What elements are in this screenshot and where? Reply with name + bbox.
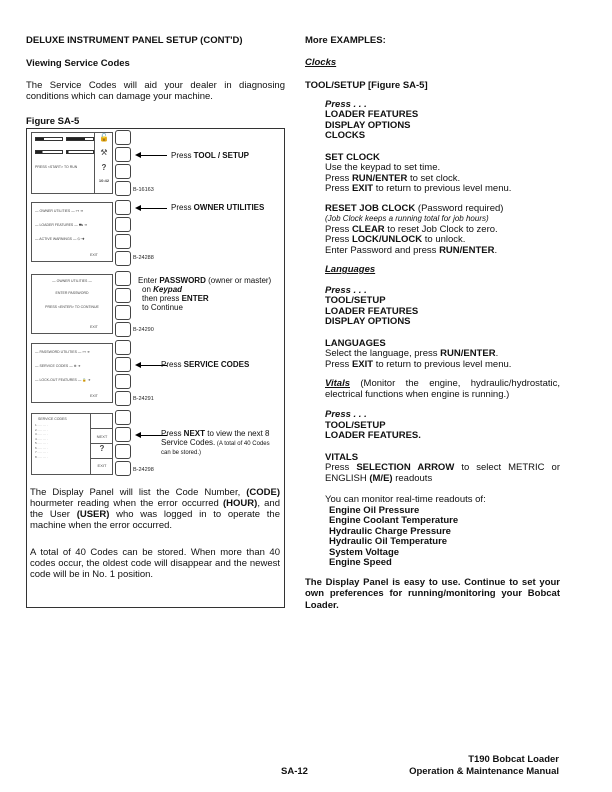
text: SELECTION ARROW bbox=[356, 462, 455, 473]
text: (USER) bbox=[76, 509, 110, 520]
text: (owner or master) bbox=[205, 276, 272, 285]
text: NEXT bbox=[91, 429, 113, 444]
tool-setup-button[interactable] bbox=[115, 147, 131, 162]
text: Select the language, press bbox=[325, 348, 441, 359]
text: (A total of 40 Codes bbox=[215, 441, 270, 447]
text: VITALS bbox=[325, 451, 359, 463]
gauge-bar bbox=[66, 150, 94, 154]
gauge-bar bbox=[35, 137, 63, 141]
hammer-icon: ⚒ bbox=[100, 148, 108, 157]
caption bbox=[161, 429, 286, 458]
owner-utilities-button[interactable] bbox=[115, 200, 131, 215]
text: . bbox=[495, 348, 499, 359]
element bbox=[325, 379, 560, 400]
figure-ref: B-24288 bbox=[133, 255, 154, 261]
text: Use the keypad to set time. bbox=[325, 162, 441, 173]
element bbox=[90, 414, 113, 474]
element bbox=[325, 184, 560, 195]
figure-sa-5 bbox=[26, 128, 285, 608]
text: EXIT bbox=[90, 394, 98, 398]
element bbox=[138, 285, 271, 294]
text: DISPLAY OPTIONS bbox=[325, 316, 411, 327]
owner-utilities-menu bbox=[31, 343, 113, 403]
right-column bbox=[305, 35, 560, 611]
text: Press . . . bbox=[325, 409, 367, 420]
closing-paragraph: The Display Panel is easy to use. Continue to set your own preferences for running/monitoring your Bobcat Loader. bbox=[305, 576, 560, 611]
text: ACTIVE WARNINGS bbox=[39, 237, 73, 241]
text: Press bbox=[171, 203, 194, 212]
caption bbox=[161, 360, 249, 369]
text: Engine Oil Pressure bbox=[329, 504, 420, 516]
text: LOADER FEATURES bbox=[39, 223, 74, 227]
text: SERVICE CODES bbox=[38, 417, 67, 421]
press-start-text: PRESS <START> TO RUN bbox=[35, 165, 78, 169]
element bbox=[305, 100, 560, 569]
intro-paragraph: The Service Codes will aid your dealer in diagnosing conditions which can damage your machine. bbox=[26, 80, 285, 102]
element bbox=[325, 360, 560, 371]
element bbox=[325, 463, 560, 484]
exit-button[interactable] bbox=[115, 461, 131, 476]
icon-column bbox=[94, 133, 113, 193]
footer-manual: Operation & Maintenance Manual bbox=[409, 766, 559, 777]
text: LOCK-OUT FEATURES bbox=[39, 378, 77, 382]
text: Service Codes. bbox=[161, 438, 216, 447]
panel-button[interactable] bbox=[115, 374, 131, 389]
arrow-icon bbox=[139, 155, 167, 156]
text: (HOUR) bbox=[223, 498, 258, 509]
gauge-bar bbox=[35, 150, 63, 154]
examples-title: More EXAMPLES: bbox=[305, 35, 386, 46]
text: readouts bbox=[392, 472, 433, 484]
text: Engine Coolant Temperature bbox=[329, 515, 459, 526]
panel-button[interactable] bbox=[115, 234, 131, 249]
readouts-list bbox=[325, 506, 560, 569]
text: Press bbox=[325, 234, 352, 245]
lock-icon: 🔓 bbox=[99, 133, 109, 142]
text: NEXT bbox=[183, 429, 206, 438]
text: LANGUAGES bbox=[325, 337, 386, 349]
element bbox=[325, 246, 560, 257]
text: The Display Panel will list the Code Number, bbox=[30, 487, 247, 498]
text: LOCK/UNLOCK bbox=[351, 234, 423, 245]
text: System Voltage bbox=[329, 546, 400, 558]
element bbox=[138, 276, 271, 285]
text: (Password required) bbox=[415, 202, 504, 214]
text: to return to previous level menu. bbox=[373, 358, 512, 370]
text: OWNER UTILITIES bbox=[39, 209, 71, 213]
text: Hydraulic Oil Temperature bbox=[329, 536, 448, 547]
text: to view the next 8 bbox=[205, 429, 270, 438]
element: — LOCK-OUT FEATURES — 🔒 ➜ bbox=[35, 378, 91, 382]
text: ENTER PASSWORD bbox=[55, 291, 89, 295]
element bbox=[161, 429, 286, 438]
code-storage-paragraph: A total of 40 Codes can be stored. When more than 40 codes occur, the oldest code will disappear and the newest code will be in No. 1 position. bbox=[30, 547, 280, 580]
text: hourmeter reading when the error occurred bbox=[30, 498, 224, 509]
vitals-heading: Vitals bbox=[325, 378, 350, 389]
subsection-title: Viewing Service Codes bbox=[26, 58, 130, 69]
text: Hydraulic Charge Pressure bbox=[329, 525, 451, 537]
exit-button[interactable] bbox=[115, 391, 131, 406]
element: — OWNER UTILITIES — ⊶ ➜ bbox=[35, 209, 84, 213]
panel-button[interactable] bbox=[115, 271, 131, 286]
text: to reset Job Clock to zero. bbox=[384, 223, 498, 235]
caption bbox=[138, 276, 271, 312]
element: — LOADER FEATURES — ⛟ ➜ bbox=[35, 223, 88, 227]
text: PASSWORD bbox=[159, 276, 206, 285]
section-title: DELUXE INSTRUMENT PANEL SETUP (CONT'D) bbox=[26, 35, 243, 46]
text: LOADER FEATURES bbox=[325, 305, 419, 317]
text: PASSWORD UTILITIES bbox=[39, 350, 77, 354]
figure-label: Figure SA-5 bbox=[26, 116, 80, 127]
next-button[interactable] bbox=[115, 427, 131, 442]
element bbox=[161, 438, 286, 449]
text: to set clock. bbox=[407, 172, 461, 184]
text: on bbox=[142, 285, 154, 294]
page-number: SA-12 bbox=[281, 766, 308, 777]
footer-model: T190 Bobcat Loader bbox=[468, 754, 559, 765]
text: OWNER UTILITIES bbox=[193, 203, 265, 212]
gauge-bar bbox=[66, 137, 94, 141]
text: DISPLAY OPTIONS bbox=[325, 119, 411, 131]
element bbox=[325, 204, 560, 215]
help-icon: ? bbox=[91, 444, 113, 459]
text: RESET JOB CLOCK bbox=[325, 202, 416, 214]
service-codes-button[interactable] bbox=[115, 357, 131, 372]
text: (CODE) bbox=[246, 487, 280, 498]
text: EXIT bbox=[90, 325, 98, 329]
text: You can monitor real-time readouts of: bbox=[325, 494, 486, 505]
text: . bbox=[494, 244, 498, 256]
element: — PASSWORD UTILITIES — ⊶ ➜ bbox=[35, 350, 90, 354]
text: to unlock. bbox=[422, 234, 466, 245]
text: Enter bbox=[138, 276, 160, 285]
text: RUN/ENTER bbox=[440, 348, 496, 359]
text: CLEAR bbox=[351, 223, 385, 235]
text: CLOCKS bbox=[325, 130, 366, 141]
text: (Job Clock keeps a running total for job hours) bbox=[325, 214, 489, 223]
panel-button[interactable] bbox=[115, 340, 131, 355]
clock-readout: 10:42 bbox=[98, 178, 110, 183]
text: PRESS <ENTER> TO CONTINUE bbox=[45, 305, 99, 309]
figure-ref: B-24290 bbox=[133, 327, 154, 333]
text: to select METRIC or ENGLISH bbox=[325, 462, 560, 484]
exit-button[interactable] bbox=[115, 322, 131, 337]
clocks-heading: Clocks bbox=[305, 57, 337, 68]
panel-button[interactable] bbox=[115, 410, 131, 425]
display-menu-screen bbox=[31, 202, 113, 262]
figure-ref: B-24298 bbox=[133, 467, 154, 473]
text: (M/E) bbox=[369, 472, 393, 484]
caption bbox=[171, 203, 264, 212]
help-button[interactable] bbox=[115, 444, 131, 459]
text: SERVICE CODES bbox=[39, 364, 69, 368]
figure-ref: B-16163 bbox=[133, 187, 154, 193]
panel-button[interactable] bbox=[115, 130, 131, 145]
element: — SERVICE CODES — ⊕ ➜ bbox=[35, 364, 81, 368]
text: Press . . . bbox=[325, 98, 367, 110]
text: can be stored.) bbox=[161, 450, 202, 456]
text: EXIT bbox=[351, 358, 374, 370]
panel-button[interactable] bbox=[115, 217, 131, 232]
exit-button[interactable] bbox=[115, 251, 131, 266]
figure-ref: B-24291 bbox=[133, 396, 154, 402]
arrow-icon bbox=[139, 208, 167, 209]
text: SERVICE CODES bbox=[183, 360, 250, 369]
text: Keypad bbox=[153, 285, 183, 294]
element bbox=[91, 414, 113, 429]
text: Press bbox=[161, 429, 184, 438]
password-screen bbox=[31, 274, 113, 334]
text: TOOL / SETUP bbox=[193, 151, 249, 160]
text: EXIT bbox=[351, 183, 374, 194]
text: SET CLOCK bbox=[325, 151, 380, 163]
text: who was logged in to operate the machine when the error occurred. bbox=[30, 509, 280, 531]
text: (Monitor the engine, hydraulic/hydrostatic, electrical functions when engine is running.) bbox=[325, 378, 560, 400]
panel-button[interactable] bbox=[115, 288, 131, 303]
text: RUN/ENTER bbox=[351, 172, 408, 184]
text: TOOL/SETUP bbox=[325, 419, 386, 431]
text: ENTER bbox=[181, 294, 209, 303]
element: — ACTIVE WARNINGS — ⏻ ➜ bbox=[35, 237, 85, 241]
text: Press bbox=[325, 462, 357, 473]
text: OWNER UTILITIES bbox=[56, 279, 88, 283]
text: LOADER FEATURES bbox=[325, 109, 419, 120]
text: EXIT bbox=[97, 463, 107, 468]
element: 1. ···· ··· · 2. ···· ··· · 3. ···· ··· · 4. ···· ··· · 5. ···· ··· · 6. ···· ··· · 7. ···· ··· · 8. ···· ··· · bbox=[35, 423, 48, 459]
text: Press bbox=[325, 358, 352, 370]
text: , and the User bbox=[30, 498, 280, 520]
element bbox=[138, 294, 271, 303]
text: TOOL/SETUP bbox=[325, 295, 386, 306]
panel-button[interactable] bbox=[115, 164, 131, 179]
text: Press bbox=[171, 151, 194, 160]
tool-setup-ref: TOOL/SETUP [Figure SA-5] bbox=[305, 79, 428, 91]
text: RUN/ENTER bbox=[439, 244, 495, 256]
panel-button[interactable] bbox=[115, 305, 131, 320]
text: LOADER FEATURES. bbox=[325, 430, 421, 441]
text: to return to previous level menu. bbox=[373, 183, 512, 194]
text: Press bbox=[161, 360, 184, 369]
text: Press . . . bbox=[325, 284, 367, 296]
text: Press bbox=[325, 183, 352, 194]
caption bbox=[171, 151, 249, 160]
code-description-paragraph bbox=[30, 487, 280, 531]
service-codes-screen bbox=[31, 413, 113, 475]
help-icon: ? bbox=[101, 163, 107, 172]
element: — OWNER UTILITIES — bbox=[52, 279, 92, 283]
text: EXIT bbox=[90, 253, 98, 257]
display-main-screen bbox=[31, 132, 113, 194]
text: then press bbox=[142, 294, 182, 303]
panel-button[interactable] bbox=[115, 181, 131, 196]
text: Press bbox=[325, 223, 352, 235]
text: Press bbox=[325, 172, 352, 184]
element bbox=[153, 285, 182, 294]
languages-heading: Languages bbox=[325, 264, 376, 275]
text: to Continue bbox=[142, 303, 183, 312]
text: Engine Speed bbox=[329, 557, 392, 568]
text: Enter Password and press bbox=[325, 244, 440, 256]
